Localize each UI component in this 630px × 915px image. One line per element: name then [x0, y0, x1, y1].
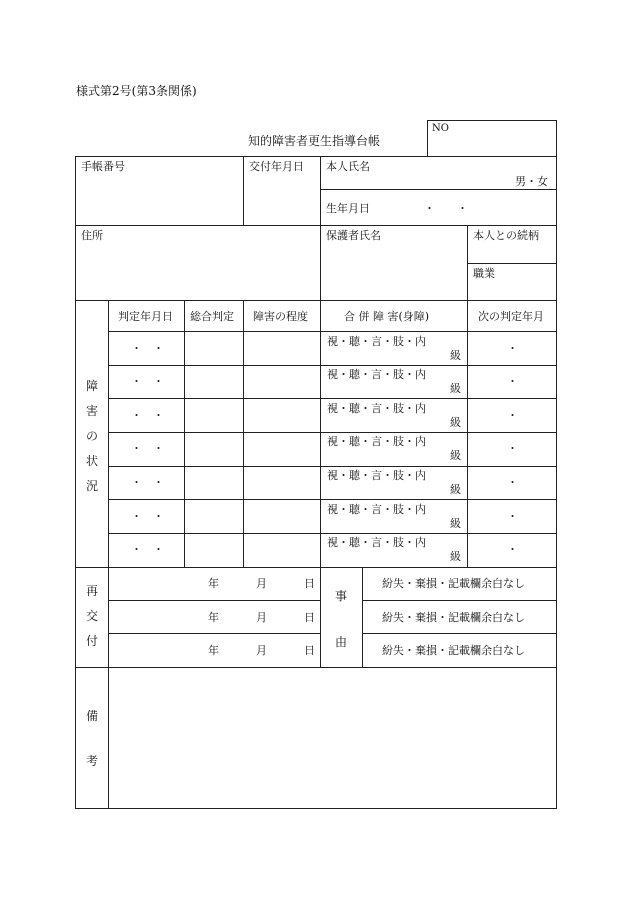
grid-line — [75, 300, 557, 301]
row-category[interactable]: 視・聴・言・肢・内 — [327, 335, 426, 348]
grid-line — [108, 600, 320, 601]
grid-line — [108, 365, 557, 366]
seinengappi-label: 生年月日 — [326, 202, 370, 215]
zokugara-label: 本人との続柄 — [473, 229, 539, 242]
row-grade: 級 — [450, 483, 461, 496]
row-date[interactable]: ・ ・ — [131, 342, 164, 355]
hogosha-shimei-label: 保護者氏名 — [326, 229, 381, 242]
row-next[interactable]: ・ — [507, 476, 518, 489]
reissue-year: 年 — [208, 611, 219, 624]
grid-line — [184, 300, 185, 567]
row-next[interactable]: ・ — [507, 375, 518, 388]
grid-line — [108, 499, 557, 500]
no-box-left — [427, 120, 428, 157]
no-label: NO — [432, 123, 449, 134]
status-side-label-5: 況 — [85, 479, 98, 493]
row-category[interactable]: 視・聴・言・肢・内 — [327, 402, 426, 415]
status-side-label-4: 状 — [85, 454, 98, 468]
grid-line — [320, 300, 321, 667]
sex-selector[interactable]: 男・女 — [515, 175, 548, 188]
row-grade: 級 — [450, 382, 461, 395]
grid-line — [75, 667, 557, 668]
shokugyo-label: 職業 — [473, 267, 495, 280]
grid-line — [556, 156, 557, 809]
grid-line — [75, 225, 557, 226]
status-side-label-3: の — [85, 429, 98, 443]
header-sogo-hantei: 総合判定 — [190, 310, 234, 323]
status-side-label-2: 害 — [85, 404, 98, 418]
grid-line — [467, 300, 468, 567]
row-date[interactable]: ・ ・ — [131, 476, 164, 489]
row-grade: 級 — [450, 416, 461, 429]
status-side-label-1: 障 — [85, 379, 98, 393]
kofu-nengappi-field[interactable] — [246, 176, 318, 222]
techo-bango-field[interactable] — [78, 176, 240, 222]
grid-line — [320, 189, 557, 190]
row-category[interactable]: 視・聴・言・肢・内 — [327, 368, 426, 381]
reissue-year: 年 — [208, 644, 219, 657]
grid-line — [75, 567, 557, 568]
grid-line — [467, 263, 557, 264]
form-number: 様式第2号(第3条関係) — [76, 84, 197, 98]
reissue-reason-options[interactable]: 紛失・棄損・記載欄余白なし — [382, 644, 525, 657]
header-gappei-shogai: 合 併 障 害(身障) — [344, 310, 430, 323]
row-grade: 級 — [450, 349, 461, 362]
remarks-side-label-1: 備 — [85, 709, 98, 723]
reason-label-2: 由 — [334, 635, 347, 649]
grid-line — [243, 156, 244, 225]
grid-line — [362, 567, 363, 667]
reissue-reason-options[interactable]: 紛失・棄損・記載欄余白なし — [382, 577, 525, 590]
honnin-shimei-label: 本人氏名 — [326, 160, 370, 173]
row-grade: 級 — [450, 517, 461, 530]
reissue-side-label-2: 交 — [85, 609, 98, 623]
header-tsugi-hantei: 次の判定年月 — [478, 310, 544, 323]
grid-line — [362, 600, 557, 601]
reissue-month: 月 — [256, 611, 267, 624]
grid-line — [467, 225, 468, 300]
jusho-field[interactable] — [78, 246, 318, 298]
grid-line — [75, 156, 76, 809]
grid-line — [108, 300, 109, 809]
reissue-year: 年 — [208, 577, 219, 590]
grid-line — [362, 633, 557, 634]
reissue-month: 月 — [256, 644, 267, 657]
grid-line — [108, 331, 557, 332]
grid-line — [243, 300, 244, 567]
row-next[interactable]: ・ — [507, 342, 518, 355]
jusho-label: 住所 — [81, 229, 103, 242]
row-grade: 級 — [450, 550, 461, 563]
row-category[interactable]: 視・聴・言・肢・内 — [327, 503, 426, 516]
row-next[interactable]: ・ — [507, 510, 518, 523]
row-date[interactable]: ・ ・ — [131, 543, 164, 556]
grid-line — [108, 633, 320, 634]
no-value-field[interactable] — [437, 130, 555, 154]
grid-line — [320, 156, 321, 300]
row-category[interactable]: 視・聴・言・肢・内 — [327, 536, 426, 549]
grid-line — [108, 432, 557, 433]
row-category[interactable]: 視・聴・言・肢・内 — [327, 469, 426, 482]
reissue-month: 月 — [256, 577, 267, 590]
reissue-day: 日 — [304, 611, 315, 624]
row-grade: 級 — [450, 449, 461, 462]
row-next[interactable]: ・ — [507, 543, 518, 556]
hogosha-shimei-field[interactable] — [323, 246, 465, 298]
reissue-reason-options[interactable]: 紛失・棄損・記載欄余白なし — [382, 611, 525, 624]
grid-line — [108, 398, 557, 399]
remarks-field[interactable] — [111, 670, 554, 806]
grid-line — [75, 808, 557, 809]
row-next[interactable]: ・ — [507, 442, 518, 455]
grid-line — [108, 466, 557, 467]
reissue-day: 日 — [304, 644, 315, 657]
form-title: 知的障害者更生指導台帳 — [248, 134, 381, 148]
grid-line — [108, 533, 557, 534]
dob-field[interactable]: ・ ・ — [424, 202, 468, 215]
row-date[interactable]: ・ ・ — [131, 409, 164, 422]
no-box-right — [556, 120, 557, 157]
reissue-side-label-3: 付 — [85, 634, 98, 648]
reissue-side-label-1: 再 — [85, 584, 98, 598]
row-next[interactable]: ・ — [507, 409, 518, 422]
row-category[interactable]: 視・聴・言・肢・内 — [327, 435, 426, 448]
remarks-side-label-2: 考 — [85, 754, 98, 768]
reason-label-1: 事 — [334, 589, 347, 603]
reissue-day: 日 — [304, 577, 315, 590]
no-box-top — [427, 120, 557, 121]
kofu-nengappi-label: 交付年月日 — [249, 160, 304, 173]
header-shogai-teido: 障害の程度 — [253, 310, 308, 323]
row-date[interactable]: ・ ・ — [131, 510, 164, 523]
row-date[interactable]: ・ ・ — [131, 375, 164, 388]
grid-line — [75, 156, 557, 157]
row-date[interactable]: ・ ・ — [131, 442, 164, 455]
techo-bango-label: 手帳番号 — [81, 160, 125, 173]
header-hantei-nengappi: 判定年月日 — [118, 310, 173, 323]
